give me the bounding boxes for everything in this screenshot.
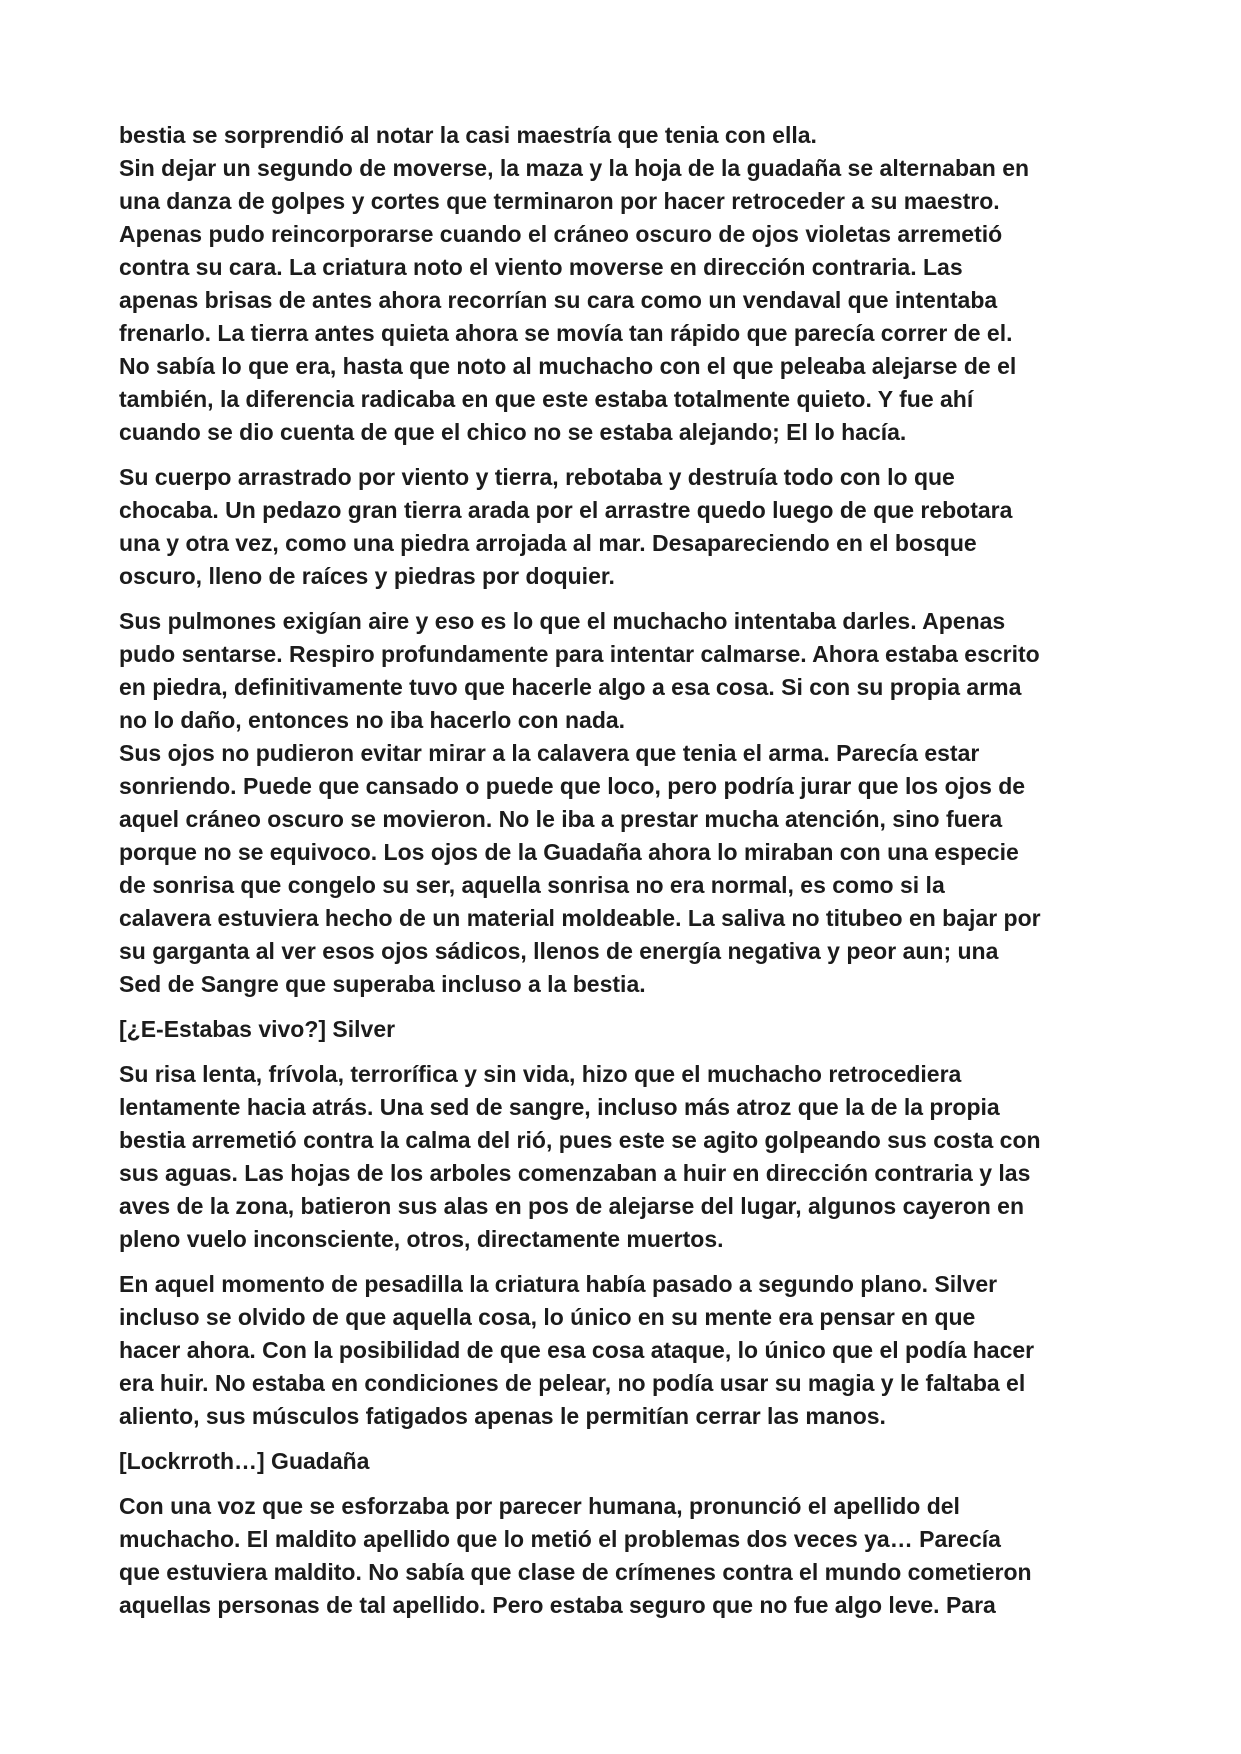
text-line: era huir. No estaba en condiciones de pelear, no podía usar su magia y le faltaba el	[119, 1370, 1026, 1396]
text-line: aves de la zona, batieron sus alas en pos de alejarse del lugar, algunos cayeron en	[119, 1193, 1025, 1219]
text-line: una danza de golpes y cortes que terminaron por hacer retroceder a su maestro.	[119, 188, 1000, 214]
text-line: incluso se olvido de que aquella cosa, lo único en su mente era pensar en que	[119, 1304, 976, 1330]
text-line: de sonrisa que congelo su ser, aquella sonrisa no era normal, es como si la	[119, 872, 945, 898]
paragraph-1	[119, 119, 1139, 449]
text-line: pleno vuelo inconsciente, otros, directamente muertos.	[119, 1226, 724, 1252]
text-line: cuando se dio cuenta de que el chico no se estaba alejando; El lo hacía.	[119, 419, 907, 445]
dialogue-guadana	[119, 1445, 1139, 1478]
text-line: En aquel momento de pesadilla la criatura había pasado a segundo plano. Silver	[119, 1271, 998, 1297]
text-line: Su risa lenta, frívola, terrorífica y sin vida, hizo que el muchacho retrocediera	[119, 1061, 962, 1087]
text-line: Sus ojos no pudieron evitar mirar a la calavera que tenia el arma. Parecía estar	[119, 740, 980, 766]
text-line: que estuviera maldito. No sabía que clase de crímenes contra el mundo cometieron	[119, 1559, 1032, 1585]
text-line: lentamente hacia atrás. Una sed de sangre, incluso más atroz que la de la propia	[119, 1094, 1000, 1120]
text-line: chocaba. Un pedazo gran tierra arada por el arrastre quedo luego de que rebotara	[119, 497, 1013, 523]
text-line: una y otra vez, como una piedra arrojada al mar. Desapareciendo en el bosque	[119, 530, 977, 556]
text-line: sonriendo. Puede que cansado o puede que loco, pero podría jurar que los ojos de	[119, 773, 1026, 799]
dialogue-silver	[119, 1013, 1139, 1046]
paragraph-6	[119, 1268, 1139, 1433]
text-line: Su cuerpo arrastrado por viento y tierra, rebotaba y destruía todo con lo que	[119, 464, 955, 490]
dialogue-line: [Lockrroth…] Guadaña	[119, 1448, 370, 1474]
text-line: porque no se equivoco. Los ojos de la Guadaña ahora lo miraban con una especie	[119, 839, 1019, 865]
text-line: muchacho. El maldito apellido que lo metió el problemas dos veces ya… Parecía	[119, 1526, 1001, 1552]
paragraph-8	[119, 1490, 1139, 1622]
text-line: Con una voz que se esforzaba por parecer humana, pronunció el apellido del	[119, 1493, 960, 1519]
document-page	[119, 119, 1139, 1622]
text-line: hacer ahora. Con la posibilidad de que esa cosa ataque, lo único que el podía hacer	[119, 1337, 1035, 1363]
text-line: No sabía lo que era, hasta que noto al muchacho con el que peleaba alejarse de el	[119, 353, 1017, 379]
text-line: Sus pulmones exigían aire y eso es lo que el muchacho intentaba darles. Apenas	[119, 608, 1006, 634]
paragraph-3	[119, 605, 1139, 1001]
text-line: bestia se sorprendió al notar la casi maestría que tenia con ella.	[119, 122, 817, 148]
text-line: sus aguas. Las hojas de los arboles comenzaban a huir en dirección contraria y las	[119, 1160, 1031, 1186]
text-line: oscuro, lleno de raíces y piedras por doquier.	[119, 563, 615, 589]
text-line: apenas brisas de antes ahora recorrían su cara como un vendaval que intentaba	[119, 287, 998, 313]
text-line: en piedra, definitivamente tuvo que hacerle algo a esa cosa. Si con su propia arma	[119, 674, 1022, 700]
paragraph-2	[119, 461, 1139, 593]
text-line: calavera estuviera hecho de un material moldeable. La saliva no titubeo en bajar por	[119, 905, 1041, 931]
text-line: Apenas pudo reincorporarse cuando el cráneo oscuro de ojos violetas arremetió	[119, 221, 1003, 247]
text-line: no lo daño, entonces no iba hacerlo con nada.	[119, 707, 626, 733]
text-line: aliento, sus músculos fatigados apenas le permitían cerrar las manos.	[119, 1403, 886, 1429]
text-line: Sin dejar un segundo de moverse, la maza y la hoja de la guadaña se alternaban en	[119, 155, 1030, 181]
paragraph-5	[119, 1058, 1139, 1256]
text-line: su garganta al ver esos ojos sádicos, llenos de energía negativa y peor aun; una	[119, 938, 999, 964]
text-line: aquel cráneo oscuro se movieron. No le iba a prestar mucha atención, sino fuera	[119, 806, 1003, 832]
text-line: también, la diferencia radicaba en que este estaba totalmente quieto. Y fue ahí	[119, 386, 974, 412]
text-line: frenarlo. La tierra antes quieta ahora se movía tan rápido que parecía correr de el.	[119, 320, 1013, 346]
dialogue-line: [¿E-Estabas vivo?] Silver	[119, 1016, 396, 1042]
text-line: bestia arremetió contra la calma del rió, pues este se agito golpeando sus costa con	[119, 1127, 1041, 1153]
text-line: contra su cara. La criatura noto el viento moverse en dirección contraria. Las	[119, 254, 963, 280]
text-line: Sed de Sangre que superaba incluso a la bestia.	[119, 971, 646, 997]
text-line: aquellas personas de tal apellido. Pero estaba seguro que no fue algo leve. Para	[119, 1592, 996, 1618]
text-line: pudo sentarse. Respiro profundamente para intentar calmarse. Ahora estaba escrito	[119, 641, 1040, 667]
